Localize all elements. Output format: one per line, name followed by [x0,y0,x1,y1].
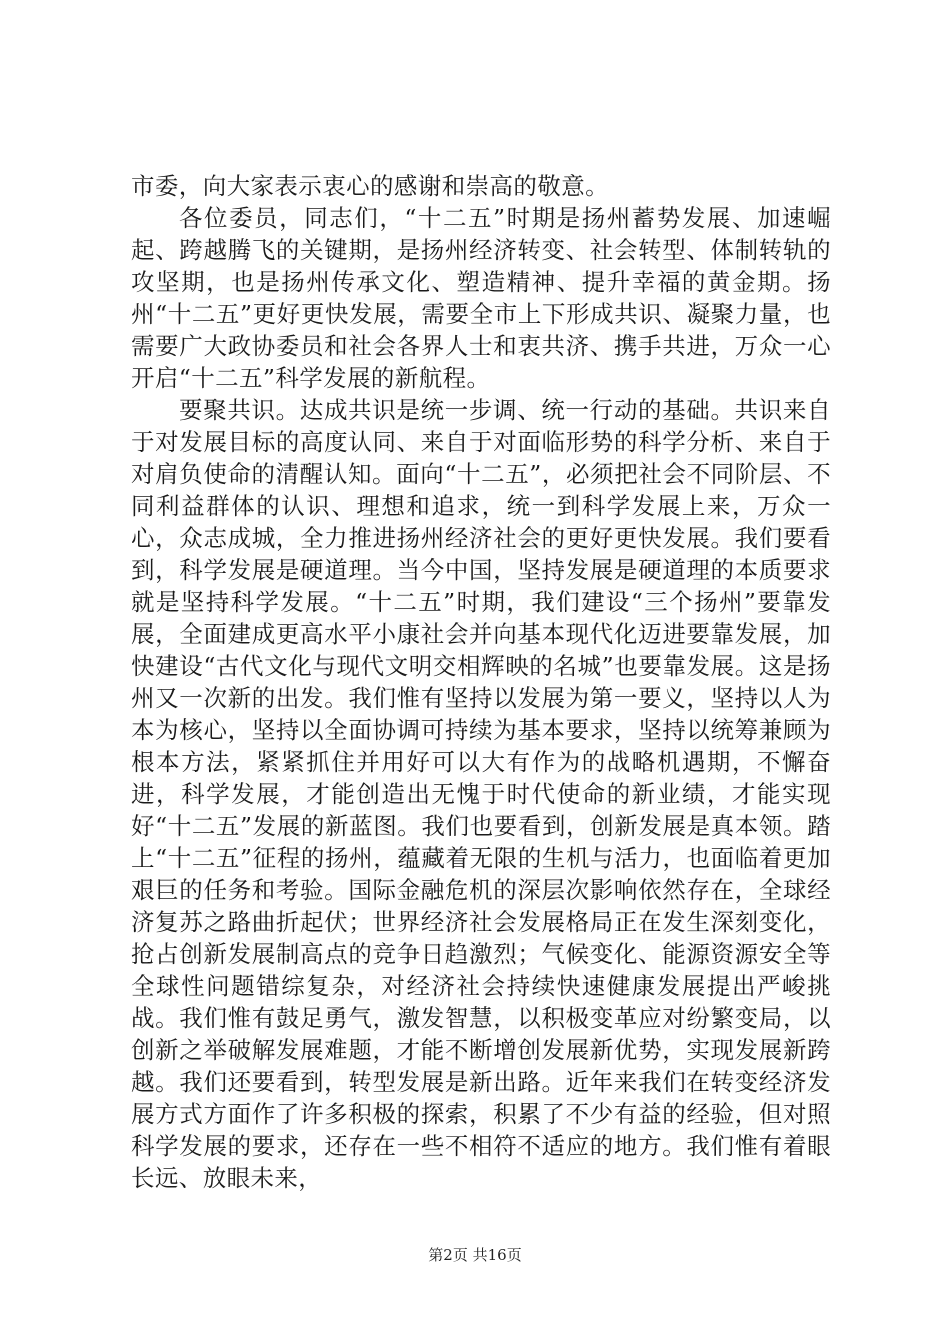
page-number-footer: 第2页 共16页 [428,1246,522,1264]
paragraph-consensus: 要聚共识。达成共识是统一步调、统一行动的基础。共识来自于对发展目标的高度认同、来自于对面临形势的科学分析、来自于对肩负使命的清醒认知。面向“十二五”，必须把社会不同阶层、不同利益群体的认识、理想和追求，统一到科学发展上来，万众一心，众志成城，全力推进扬州经济社会的更好更快发展。我们要看到，科学发展是硬道理。当今中国，坚持发展是硬道理的本质要求就是坚持科学发展。“十二五”时期，我们建设“三个扬州”要靠发展，全面建成更高水平小康社会并向基本现代化迈进要靠发展，加快建设“古代文化与现代文明交相辉映的名城”也要靠发展。这是扬州又一次新的出发。我们惟有坚持以发展为第一要义，坚持以人为本为核心，坚持以全面协调可持续为基本要求，坚持以统筹兼顾为根本方法，紧紧抓住并用好可以大有作为的战略机遇期，不懈奋进，科学发展，才能创造出无愧于时代使命的新业绩，才能实现好“十二五”发展的新蓝图。我们也要看到，创新发展是真本领。踏上“十二五”征程的扬州，蕴藏着无限的生机与活力，也面临着更加艰巨的任务和考验。国际金融危机的深层次影响依然存在，全球经济复苏之路曲折起伏；世界经济社会发展格局正在发生深刻变化，抢占创新发展制高点的竞争日趋激烈；气候变化、能源资源安全等全球性问题错综复杂，对经济社会持续快速健康发展提出严峻挑战。我们惟有鼓足勇气，激发智慧，以积极变革应对纷繁变局，以创新之举破解发展难题，才能不断增创发展新优势，实现发展新跨越。我们还要看到，转型发展是新出路。近年来我们在转变经济发展方式方面作了许多积极的探索，积累了不少有益的经验，但对照科学发展的要求，还存在一些不相符不适应的地方。我们惟有着眼长远、放眼未来， [131,396,831,1192]
paragraph-intro: 各位委员，同志们，“十二五”时期是扬州蓄势发展、加速崛起、跨越腾飞的关键期，是扬州经济转变、社会转型、体制转轨的攻坚期，也是扬州传承文化、塑造精神、提升幸福的黄金期。扬州“十二五”更好更快发展，需要全市上下形成共识、凝聚力量，也需要广大政协委员和社会各界人士和衷共济、携手共进，万众一心开启“十二五”科学发展的新航程。 [131,204,831,392]
paragraph-continuation: 市委，向大家表示衷心的感谢和崇高的敬意。 [131,172,609,200]
document-body [131,170,831,1194]
